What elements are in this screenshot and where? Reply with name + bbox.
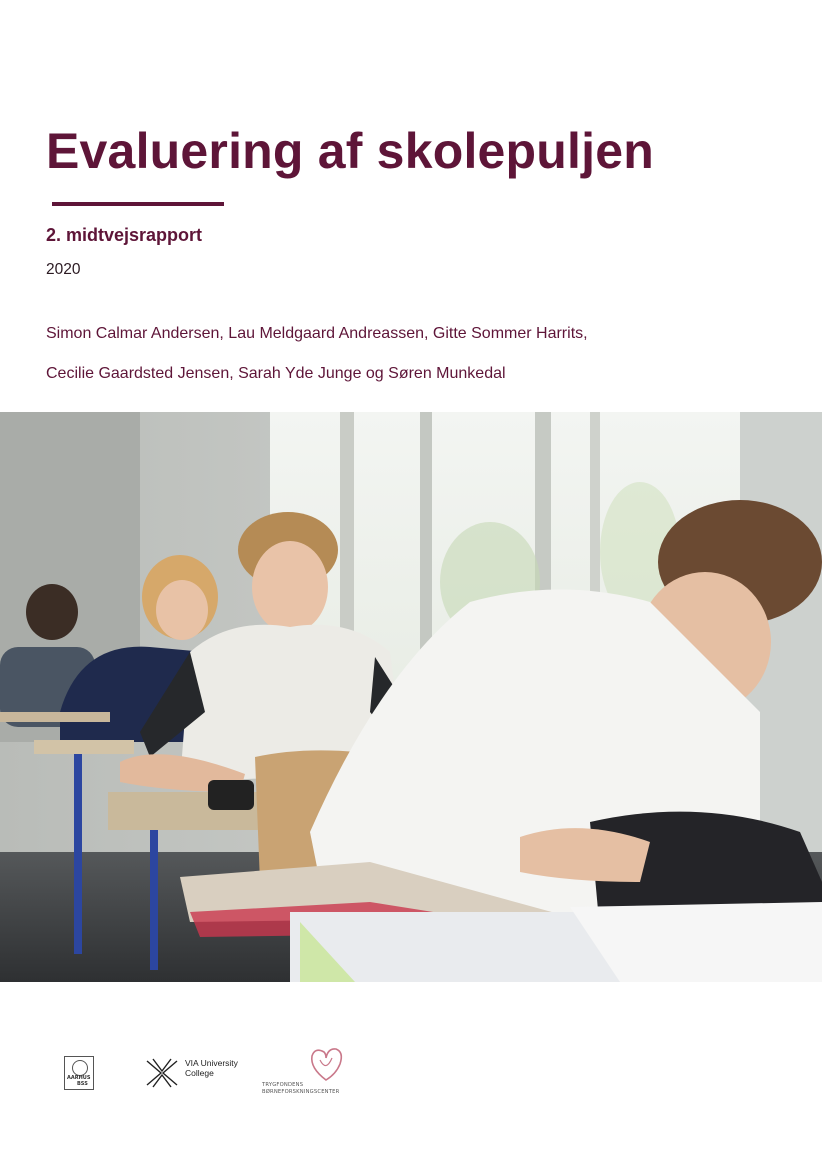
report-subtitle: 2. midtvejsrapport: [46, 225, 203, 245]
via-logo-line-2: College: [185, 1068, 214, 1078]
aarhus-bss-logo: [64, 1056, 96, 1092]
report-title: Evaluering af skolepuljen: [46, 123, 654, 179]
aarhus-logo-line-1: AARHUS: [67, 1075, 91, 1081]
seal-icon: [72, 1060, 88, 1076]
aarhus-logo-line-2: BSS: [77, 1080, 88, 1087]
title-underline: [52, 202, 224, 206]
report-year: 2020: [46, 261, 81, 278]
cover-photo: [0, 412, 822, 982]
authors-line-2: Cecilie Gaardsted Jensen, Sarah Yde Junge og Søren Munkedal: [46, 365, 506, 382]
partner-logos: [0, 1030, 822, 1110]
heart-icon: [306, 1044, 346, 1084]
via-logo-line-1: VIA University: [185, 1058, 238, 1068]
via-mark-icon: [145, 1057, 179, 1089]
tryg-logo-line-1: TRYGFONDENS: [262, 1082, 304, 1088]
via-university-college-logo: [145, 1055, 255, 1091]
tryg-logo-line-2: BØRNEFORSKNINGSCENTER: [262, 1088, 340, 1095]
authors-line-1: Simon Calmar Andersen, Lau Meldgaard Andreassen, Gitte Sommer Harrits,: [46, 325, 588, 342]
trygfondens-logo: [262, 1044, 352, 1096]
